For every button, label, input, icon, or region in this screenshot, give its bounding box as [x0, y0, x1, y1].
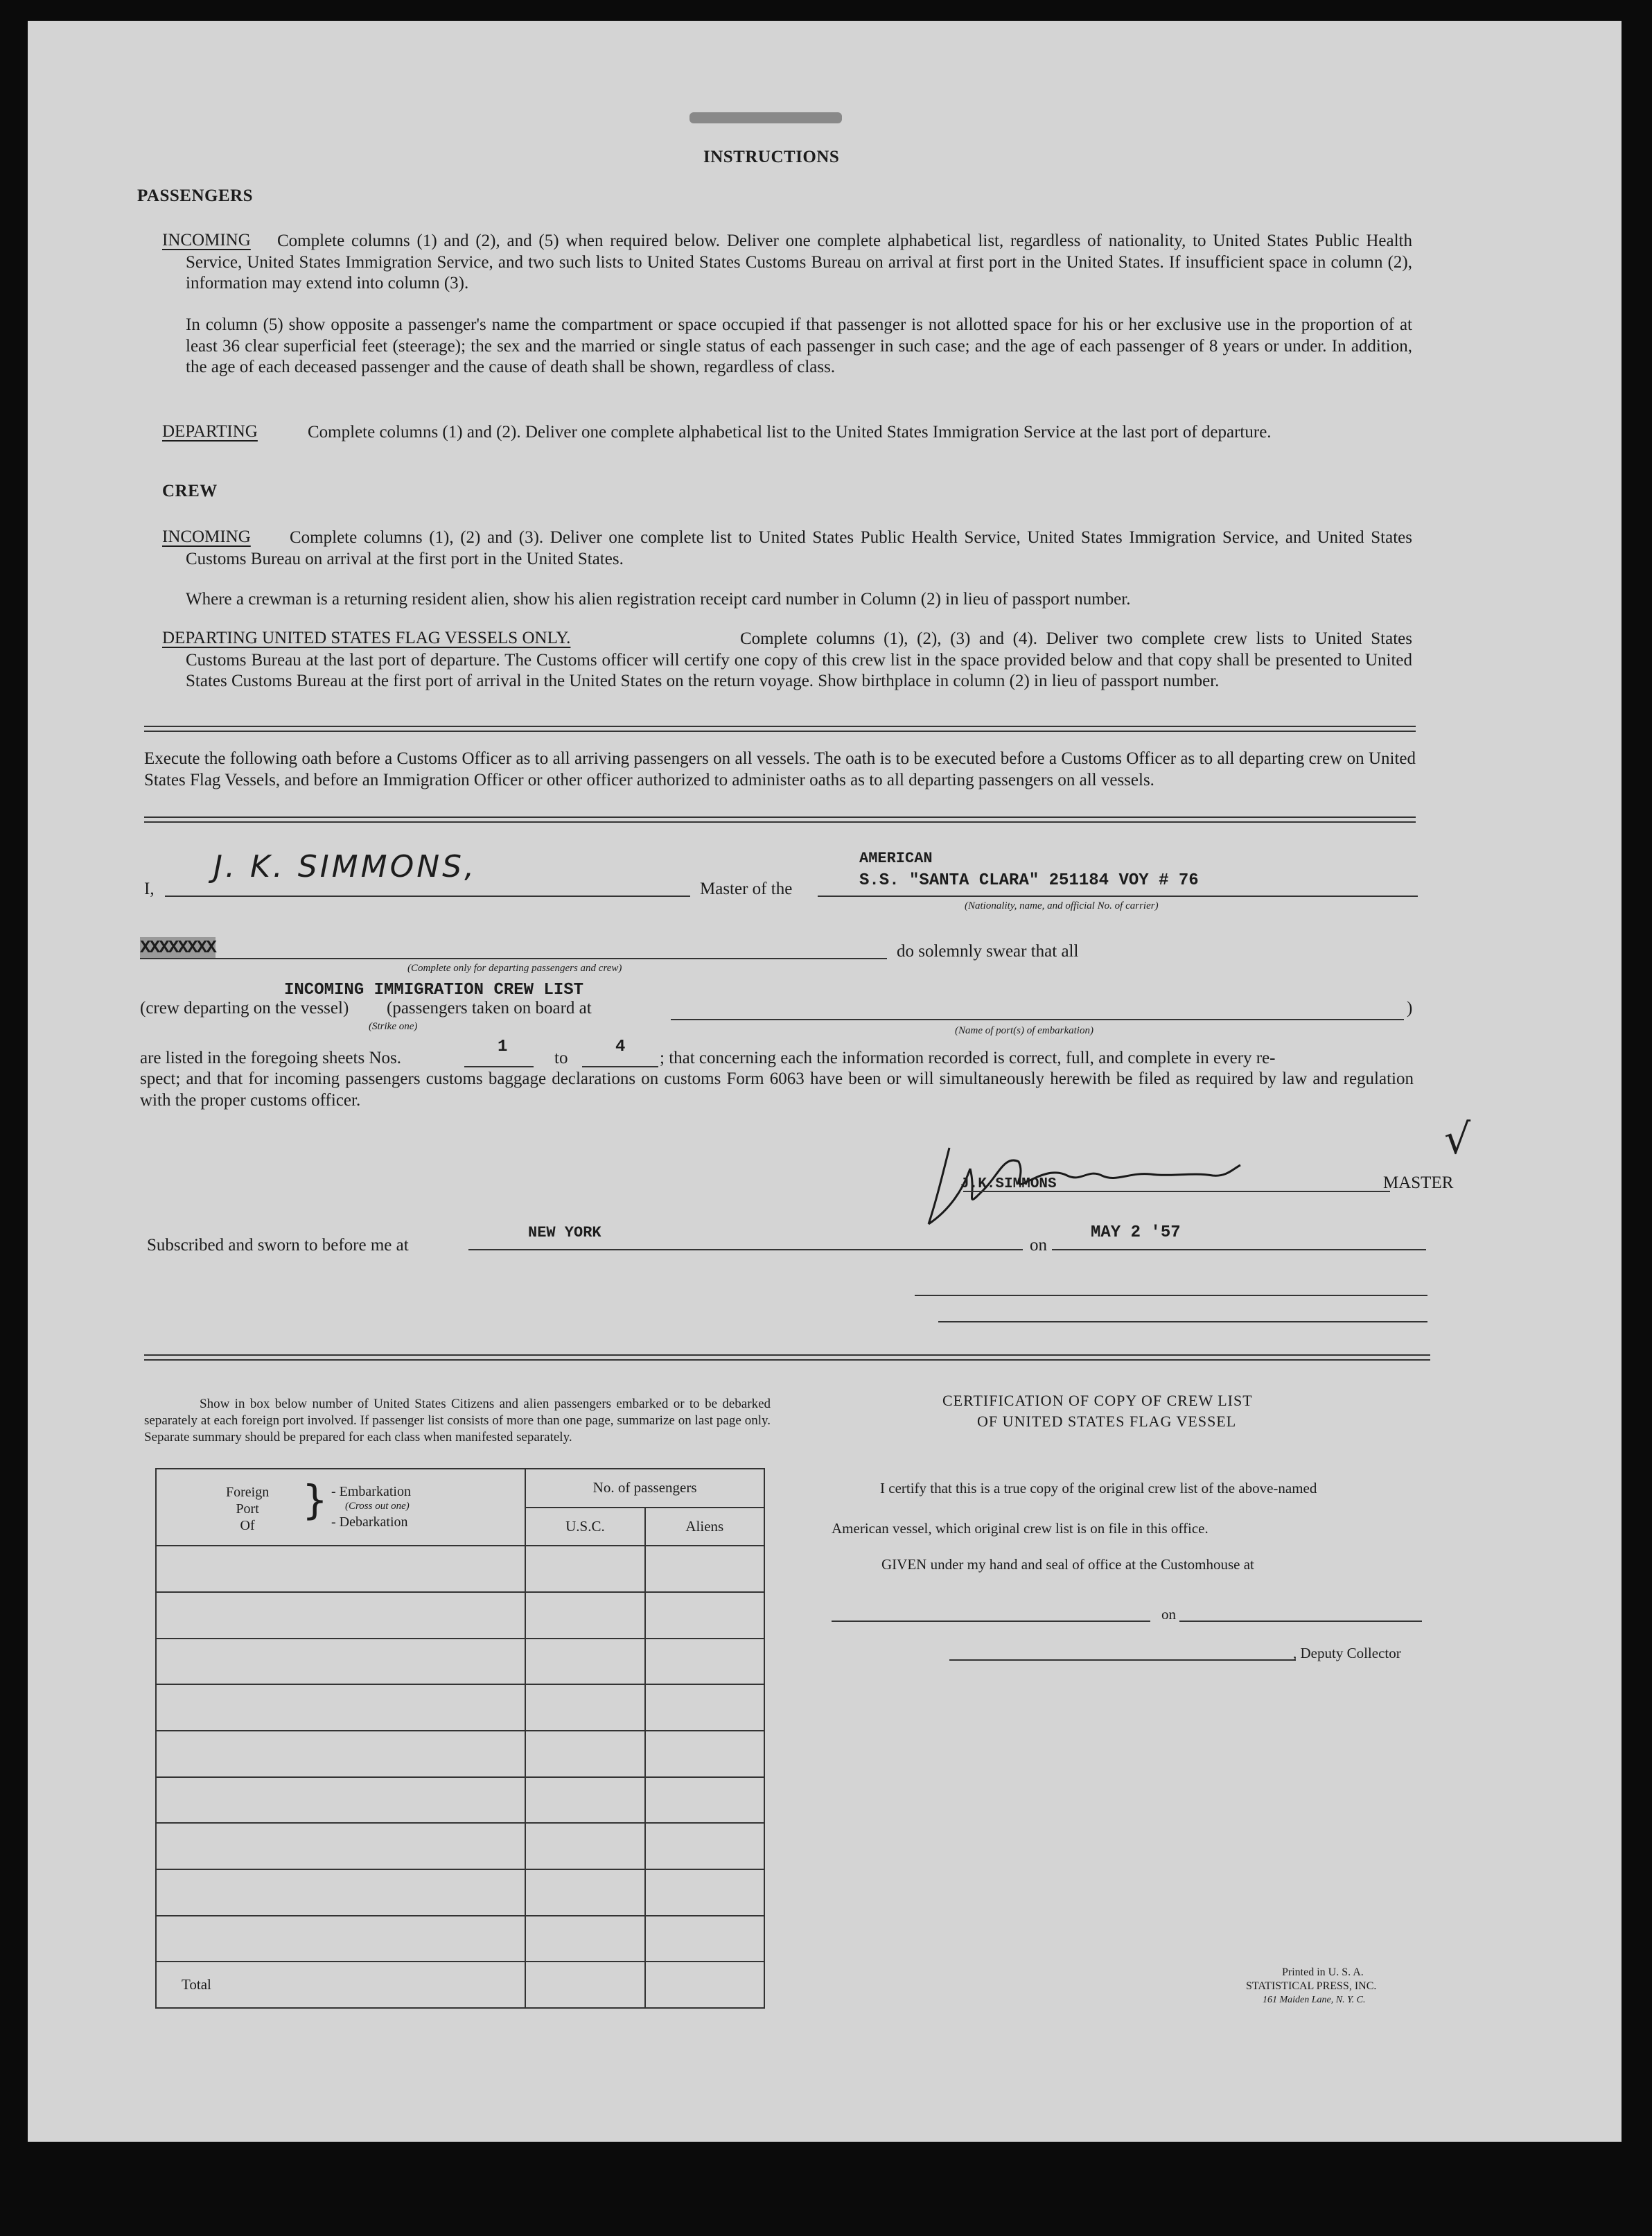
printer-line-1: Printed in U. S. A. [1282, 1966, 1364, 1978]
master-name-handwritten[interactable]: J. K. SIMMONS, [213, 849, 477, 884]
passengers-departing-text: Complete columns (1) and (2). Deliver one complete alphabetical list to the United States Immigration Service at the last port of departure. [308, 423, 1272, 442]
lower-divider [144, 1354, 1430, 1361]
master-of-label: Master of the [700, 880, 793, 898]
sheet-from[interactable]: 1 [498, 1038, 508, 1056]
table-row [156, 1639, 764, 1685]
aliens-cell[interactable] [645, 1916, 764, 1962]
swear-text: do solemnly swear that all [897, 942, 1079, 961]
port-cell[interactable] [156, 1546, 525, 1592]
total-label: Total [156, 1962, 525, 2008]
aliens-cell[interactable] [645, 1869, 764, 1916]
sheets-label: are listed in the foregoing sheets Nos. [140, 1049, 401, 1067]
aliens-cell[interactable] [645, 1823, 764, 1869]
section-divider [144, 726, 1416, 732]
oath-divider [144, 816, 1416, 823]
usc-cell[interactable] [525, 1869, 644, 1916]
list-type: INCOMING IMMIGRATION CREW LIST [284, 981, 584, 999]
aliens-cell[interactable] [645, 1639, 764, 1685]
summary-instructions: Show in box below number of United States Citizens and alien passengers embarked or to be debarked separately at each foreign port involved. If passenger list consists of more than one page, summarize on last page only. Separate summary should be prepared for each class when manifested separately. [144, 1397, 771, 1444]
foreign-label: Foreign [226, 1484, 270, 1500]
certification-title-2: OF UNITED STATES FLAG VESSEL [977, 1413, 1237, 1430]
of-label: Of [240, 1517, 255, 1533]
crew-heading: CREW [162, 482, 218, 500]
printer-line-3: 161 Maiden Lane, N. Y. C. [1263, 1995, 1366, 2005]
no-of-passengers-header: No. of passengers [525, 1469, 764, 1508]
port-cell[interactable] [156, 1684, 525, 1731]
aliens-cell[interactable] [645, 1546, 764, 1592]
port-cell[interactable] [156, 1869, 525, 1916]
embarkation-option[interactable]: - Embarkation [331, 1483, 411, 1499]
oath-intro: Execute the following oath before a Customs Officer as to all arriving passengers on all vessels. The oath is to be executed before a Customs Officer as to all departing crew on United States Flag Vessels, and before an Immigration Officer or other officer authorized to administer oaths as to all departing passengers on all vessels. [144, 749, 1416, 789]
deputy-collector: , Deputy Collector [1293, 1645, 1401, 1661]
passengers-column5-text: In column (5) show opposite a passenger's name the compartment or space occupied if that passenger is not allotted space for his or her exclusive use in the proportion of at least 36 clear superficial feet (steerage); the sex and the married or single status of each passenger in such case; and the age of each passenger of 8 years or under. In addition, the age of each deceased passenger and the cause of death shall be shown, regardless of class. [186, 315, 1412, 376]
strike-caption: (Strike one) [369, 1021, 418, 1032]
vessel-name[interactable]: S.S. "SANTA CLARA" 251184 VOY # 76 [859, 871, 1199, 890]
usc-cell[interactable] [525, 1639, 644, 1685]
customhouse-line [832, 1621, 1150, 1622]
usc-cell[interactable] [525, 1546, 644, 1592]
signature-line [963, 1191, 1390, 1192]
aliens-cell[interactable] [645, 1592, 764, 1639]
table-row [156, 1546, 764, 1592]
passenger-summary-table [155, 1468, 765, 2009]
total-usc-cell[interactable] [525, 1962, 644, 2008]
sheet-from-line [464, 1066, 534, 1067]
sheet-to-line [582, 1066, 658, 1067]
table-row [156, 1777, 764, 1824]
table-row [156, 1592, 764, 1639]
crew-alien-text: Where a crewman is a returning resident alien, show his alien registration receipt card number in Column (2) in lieu of passport number. [186, 590, 1131, 609]
port-label: Port [236, 1501, 259, 1517]
crossed-out-text: XXXXXXXX [140, 937, 216, 958]
close-paren: ) [1407, 999, 1413, 1017]
certification-title-1: CERTIFICATION OF COPY OF CREW LIST [942, 1392, 1253, 1409]
port-cell[interactable] [156, 1731, 525, 1777]
port-cell[interactable] [156, 1823, 525, 1869]
deputy-line [949, 1659, 1296, 1661]
document-sheet [28, 21, 1622, 2142]
passengers-heading: PASSENGERS [137, 186, 254, 205]
sheet-to[interactable]: 4 [615, 1038, 626, 1056]
check-mark: √ [1444, 1115, 1471, 1164]
usc-cell[interactable] [525, 1684, 644, 1731]
table-row [156, 1916, 764, 1962]
certify-line-2: American vessel, which original crew list is on file in this office. [832, 1520, 1209, 1537]
crew-incoming-label: INCOMING [162, 527, 251, 546]
crew-departing-option[interactable]: (crew departing on the vessel) [140, 999, 349, 1017]
usc-cell[interactable] [525, 1823, 644, 1869]
officer-line-1 [915, 1295, 1427, 1296]
master-label: MASTER [1383, 1173, 1454, 1192]
passengers-incoming-label: INCOMING [162, 231, 251, 250]
summary-header-port [156, 1469, 525, 1546]
master-name-line [165, 896, 690, 897]
sworn-place[interactable]: NEW YORK [528, 1224, 601, 1241]
aliens-cell[interactable] [645, 1684, 764, 1731]
complete-caption: (Complete only for departing passengers and crew) [407, 963, 622, 974]
cross-out-caption: (Cross out one) [345, 1500, 410, 1512]
table-row [156, 1684, 764, 1731]
usc-cell[interactable] [525, 1592, 644, 1639]
port-cell[interactable] [156, 1639, 525, 1685]
passengers-incoming-text: Complete columns (1) and (2), and (5) when required below. Deliver one complete alphabetical list, regardless of nationality, to United States Public Health Service, United States Immigration Service, and two such lists to United States Customs Bureau on arrival at first port in the United States. If insufficient space in column (2), information may extend into column (3). [186, 232, 1412, 292]
aliens-cell[interactable] [645, 1731, 764, 1777]
sheets-rest: ; that concerning each the information recorded is correct, full, and complete in every re- [660, 1049, 1276, 1067]
port-cell[interactable] [156, 1777, 525, 1824]
sworn-date[interactable]: MAY 2 '57 [1091, 1223, 1181, 1242]
redacted-header-mark [689, 112, 842, 123]
passengers-departing-label: DEPARTING [162, 422, 258, 441]
crew-departing-text: Complete columns (1), (2), (3) and (4). Deliver two complete crew lists to United States Customs Bureau at the last port of departure. The Customs officer will certify one copy of this crew list in the space provided below and that copy shall be presented to United States Customs Bureau at the first port of arrival in the United States on the return voyage. Show birthplace in column (2) in lieu of passport number. [186, 629, 1412, 690]
usc-header: U.S.C. [525, 1508, 644, 1546]
sworn-place-line [468, 1249, 1023, 1250]
vessel-nationality[interactable]: AMERICAN [859, 850, 933, 867]
port-caption: (Name of port(s) of embarkation) [955, 1025, 1093, 1036]
table-row [156, 1869, 764, 1916]
total-aliens-cell[interactable] [645, 1962, 764, 2008]
aliens-cell[interactable] [645, 1777, 764, 1824]
page-title: INSTRUCTIONS [703, 148, 840, 166]
usc-cell[interactable] [525, 1916, 644, 1962]
sworn-label: Subscribed and sworn to before me at [147, 1236, 409, 1255]
port-cell[interactable] [156, 1592, 525, 1639]
crew-departing-label: DEPARTING UNITED STATES FLAG VESSELS ONLY. [162, 629, 571, 647]
certify-line-1: I certify that this is a true copy of the original crew list of the above-named [880, 1480, 1317, 1496]
vessel-caption: (Nationality, name, and official No. of carrier) [965, 900, 1159, 911]
signature-typed: J.K.SIMMONS [960, 1176, 1057, 1192]
total-row [156, 1962, 764, 2008]
passengers-taken-option[interactable]: (passengers taken on board at [387, 999, 592, 1017]
i-label: I, [144, 880, 155, 898]
certification-date-line [1179, 1621, 1422, 1622]
foreign-port-of [226, 1484, 269, 1534]
sworn-date-line [1052, 1249, 1426, 1250]
table-row [156, 1823, 764, 1869]
officer-line-2 [938, 1321, 1427, 1322]
to-label: to [554, 1049, 568, 1067]
sworn-on-label: on [1030, 1236, 1047, 1255]
table-row [156, 1731, 764, 1777]
given-line: GIVEN under my hand and seal of office at the Customhouse at [881, 1556, 1254, 1573]
brace-icon: } [302, 1476, 328, 1523]
certification-on-label: on [1161, 1606, 1176, 1623]
printer-line-2: STATISTICAL PRESS, INC. [1246, 1980, 1377, 1992]
usc-cell[interactable] [525, 1777, 644, 1824]
debarkation-option[interactable]: - Debarkation [331, 1514, 408, 1530]
crew-incoming-text: Complete columns (1), (2) and (3). Deliver one complete list to United States Public Health Service, United States Immigration Service, and United States Customs Bureau on arrival at the first port in the United States. [186, 528, 1412, 568]
port-cell[interactable] [156, 1916, 525, 1962]
oath-continuation: spect; and that for incoming passengers customs baggage declarations on customs Form 6063 have been or will simultaneously herewith be filed as required by law and regulation with the proper customs officer. [140, 1069, 1414, 1110]
aliens-header: Aliens [645, 1508, 764, 1546]
usc-cell[interactable] [525, 1731, 644, 1777]
